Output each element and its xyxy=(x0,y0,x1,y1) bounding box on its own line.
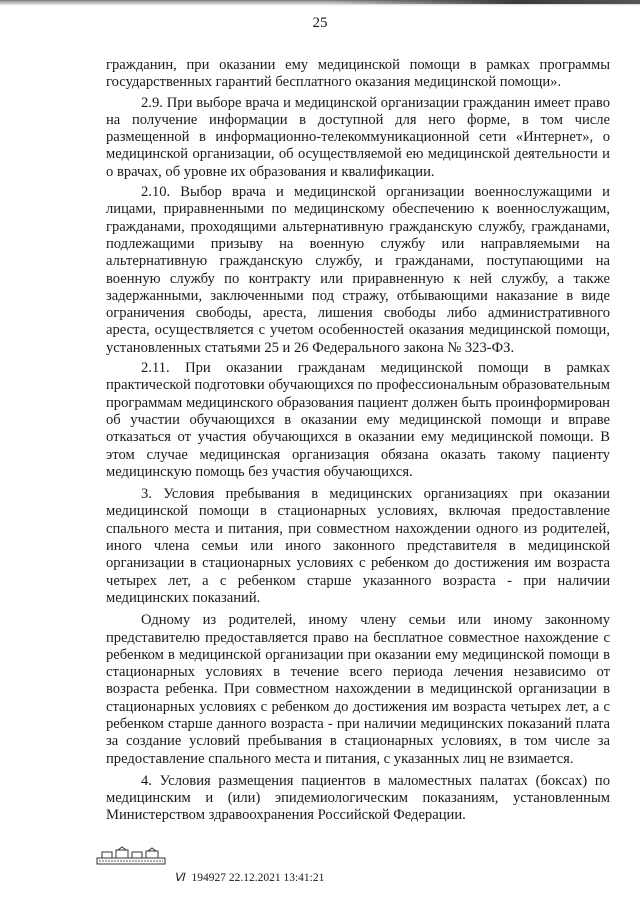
document-body xyxy=(106,57,610,825)
page-number: 25 xyxy=(312,15,328,31)
doc-number: 194927 xyxy=(191,872,226,884)
paragraph: 2.10. Выбор врача и медицинской организации военнослужащими и лицами, приравненными по медицинскому обеспечению к военнослужащим, гражданами, проходящими альтернативную гражданскую службу, гражданами, подлежащими призыву на военную службу или направляемыми на альтернативную гражданскую службу, и гражданами, поступающими на военную службу по контракту или приравненную к ней службу, а также задержанными, заключенными под стражу, отбывающими наказание в виде ограничения свободы, ареста, лишения свободы либо административного ареста, осуществляется с учетом особенностей оказания медицинской помощи, установленных статьями 25 и 26 Федерального закона № 323-ФЗ. xyxy=(106,184,610,356)
paragraph: 3. Условия пребывания в медицинских организациях при оказании медицинской помощи в стационарных условиях, включая предоставление спального места и питания, при совместном нахождении одного из родителей, иного члена семьи или иного законного представителя в медицинской организации в стационарных условиях с ребенком до достижения им возраста четырех лет, а с ребенком старше указанного возраста - при наличии медицинских показаний. xyxy=(106,486,610,606)
scan-edge-shadow xyxy=(330,0,640,4)
doc-datetime: 22.12.2021 13:41:21 xyxy=(228,872,325,884)
paragraph: 4. Условия размещения пациентов в маломестных палатах (боксах) по медицинским и (или) эпидемиологическим показаниям, установленным Министерством здравоохранения Российской Федерации. xyxy=(106,772,610,824)
document-footer xyxy=(96,846,516,886)
document-registration-id xyxy=(174,870,324,884)
registry-stamp-icon xyxy=(96,846,166,866)
registration-mark: Ⅵ xyxy=(174,872,185,884)
paragraph: Одному из родителей, иному члену семьи или иному законному представителю предоставляется право на бесплатное совместное нахождение с ребенком в медицинской организации при оказании ему медицинской помощи в стационарных условиях в течение всего периода лечения независимо от возраста ребенка. При совместном нахождении в медицинской организации в стационарных условиях с ребенком до достижения им возраста четырех лет, а с ребенком старше данного возраста - при наличии медицинских показаний плата за создание условий пребывания в стационарных условиях, в том числе за предоставление спального места и питания, с указанных лиц не взимается. xyxy=(106,612,610,767)
paragraph: гражданин, при оказании ему медицинской помощи в рамках программы государственных гарантий бесплатного оказания медицинской помощи». xyxy=(106,57,610,91)
paragraph: 2.11. При оказании гражданам медицинской помощи в рамках практической подготовки обучающихся по профессиональным образовательным программам медицинского образования пациент должен быть проинформирован об участии обучающихся в оказании ему медицинской помощи и вправе отказаться от участия обучающихся в оказании ему медицинской помощи. В этом случае медицинская организация обязана оказать такому пациенту медицинскую помощь без участия обучающихся. xyxy=(106,360,610,480)
paragraph: 2.9. При выборе врача и медицинской организации гражданин имеет право на получение информации в доступной для него форме, в том числе размещенной в информационно-телекоммуникационной сети «Интернет», о медицинской организации, об осуществляемой ею медицинской деятельности и о врачах, об уровне их образования и квалификации. xyxy=(106,94,610,180)
